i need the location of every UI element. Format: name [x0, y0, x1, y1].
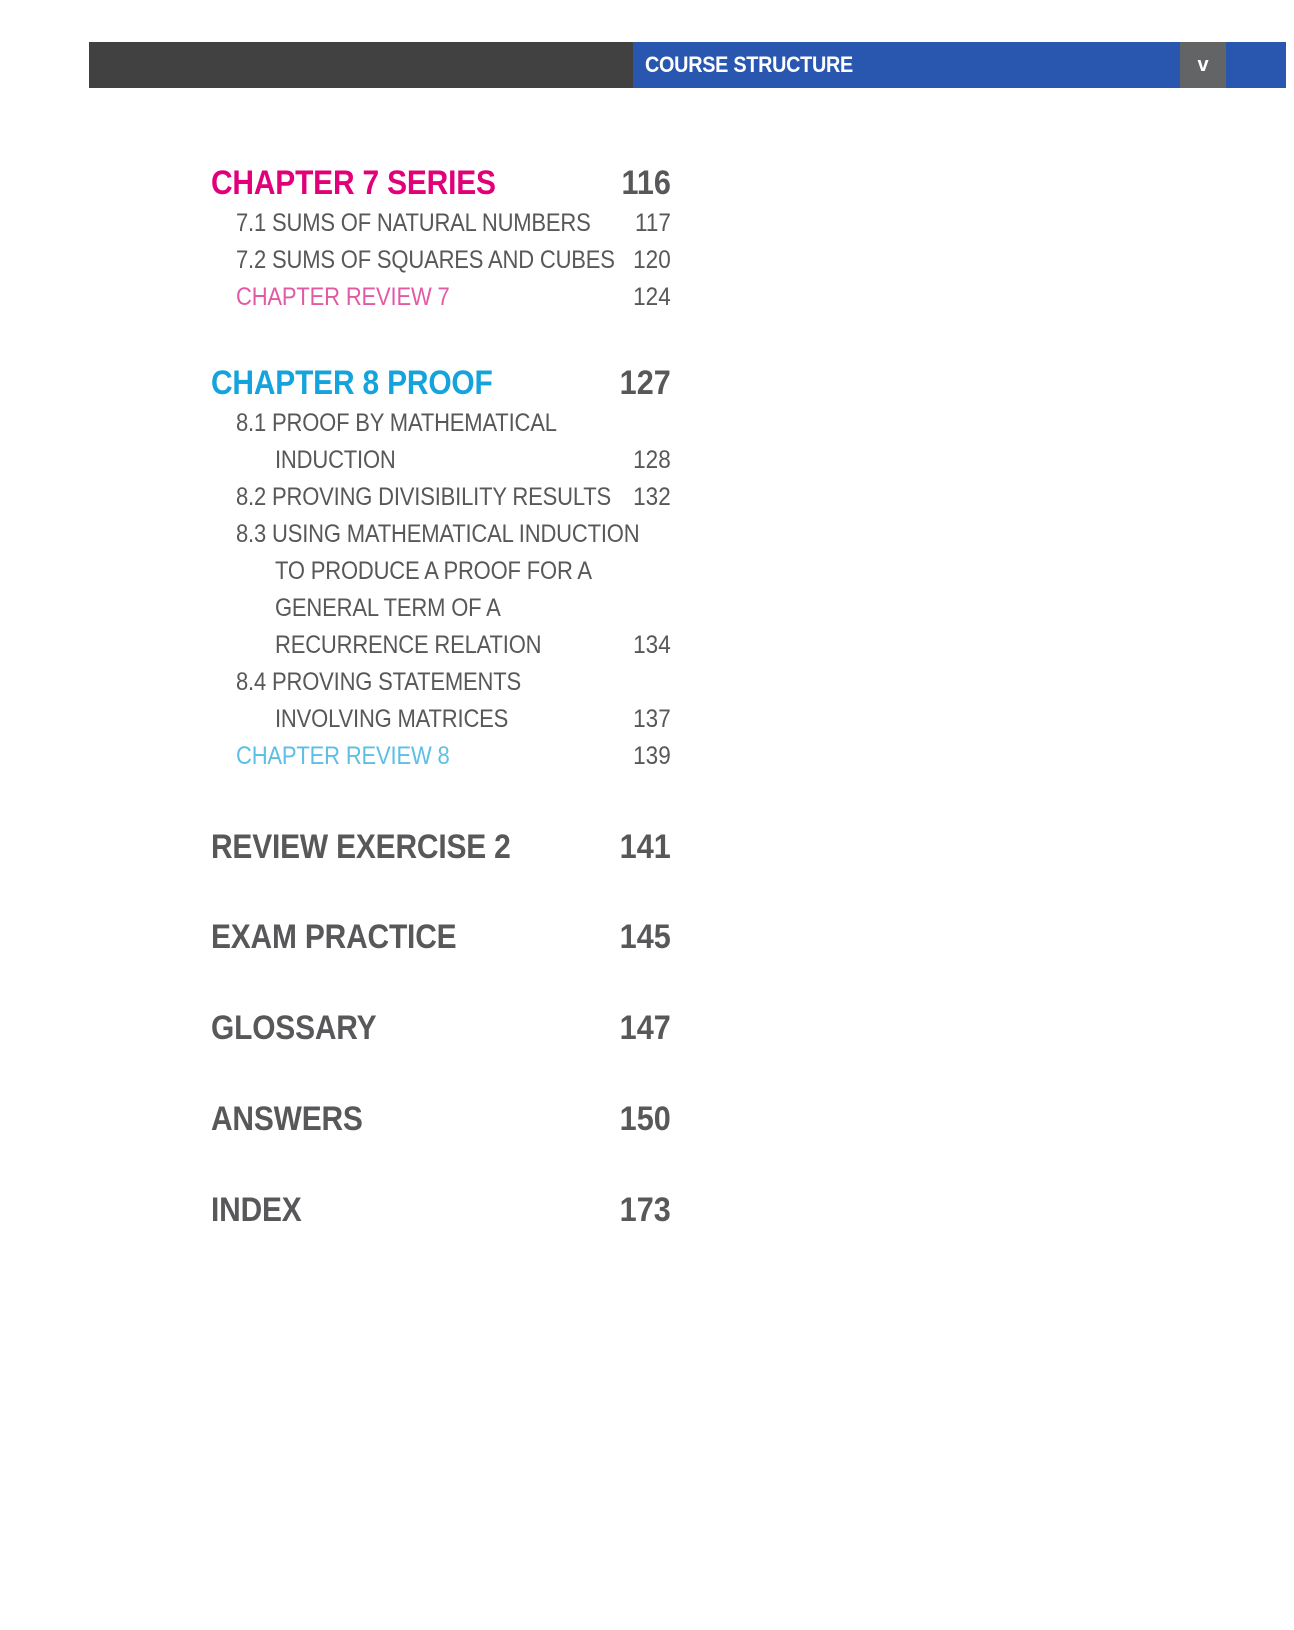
section-label: 8.4 PROVING STATEMENTS — [236, 668, 522, 696]
back-matter-label: ANSWERS — [211, 1100, 363, 1138]
section-label-continued: GENERAL TERM OF A — [275, 594, 501, 622]
back-matter-page: 141 — [619, 828, 671, 866]
chapter-review-label: CHAPTER REVIEW 7 — [236, 283, 450, 311]
section-label-continued: INVOLVING MATRICES — [275, 705, 509, 733]
chapter-review-page: 139 — [633, 742, 671, 770]
section-label: 8.2 PROVING DIVISIBILITY RESULTS — [236, 483, 612, 511]
section-label: 8.3 USING MATHEMATICAL INDUCTION — [236, 520, 640, 548]
chapter-8-title: CHAPTER 8 PROOF — [211, 364, 493, 402]
section-label-continued: INDUCTION — [275, 446, 396, 474]
section-label: 7.2 SUMS OF SQUARES AND CUBES — [236, 246, 615, 274]
back-matter-page: 147 — [619, 1009, 671, 1047]
section-label: 7.1 SUMS OF NATURAL NUMBERS — [236, 209, 591, 237]
section-page: 120 — [633, 246, 671, 274]
section-label-continued: RECURRENCE RELATION — [275, 631, 542, 659]
back-matter-label: REVIEW EXERCISE 2 — [211, 828, 511, 866]
chapter-7-page: 116 — [621, 164, 671, 202]
section-page: 134 — [633, 631, 671, 659]
chapter-review-page: 124 — [633, 283, 671, 311]
page-number: v — [1180, 42, 1226, 88]
section-page: 117 — [635, 209, 671, 237]
section-label: 8.1 PROOF BY MATHEMATICAL — [236, 409, 557, 437]
back-matter-page: 150 — [619, 1100, 671, 1138]
section-page: 132 — [633, 483, 671, 511]
chapter-8-page: 127 — [619, 364, 671, 402]
running-head-title: COURSE STRUCTURE — [645, 52, 853, 77]
back-matter-label: INDEX — [211, 1191, 302, 1229]
section-page: 128 — [633, 446, 671, 474]
chapter-7-title: CHAPTER 7 SERIES — [211, 164, 496, 202]
back-matter-page: 145 — [619, 918, 671, 956]
chapter-review-label: CHAPTER REVIEW 8 — [236, 742, 450, 770]
back-matter-label: GLOSSARY — [211, 1009, 377, 1047]
section-label-continued: TO PRODUCE A PROOF FOR A — [275, 557, 592, 585]
section-page: 137 — [633, 705, 671, 733]
back-matter-label: EXAM PRACTICE — [211, 918, 457, 956]
back-matter-page: 173 — [619, 1191, 671, 1229]
